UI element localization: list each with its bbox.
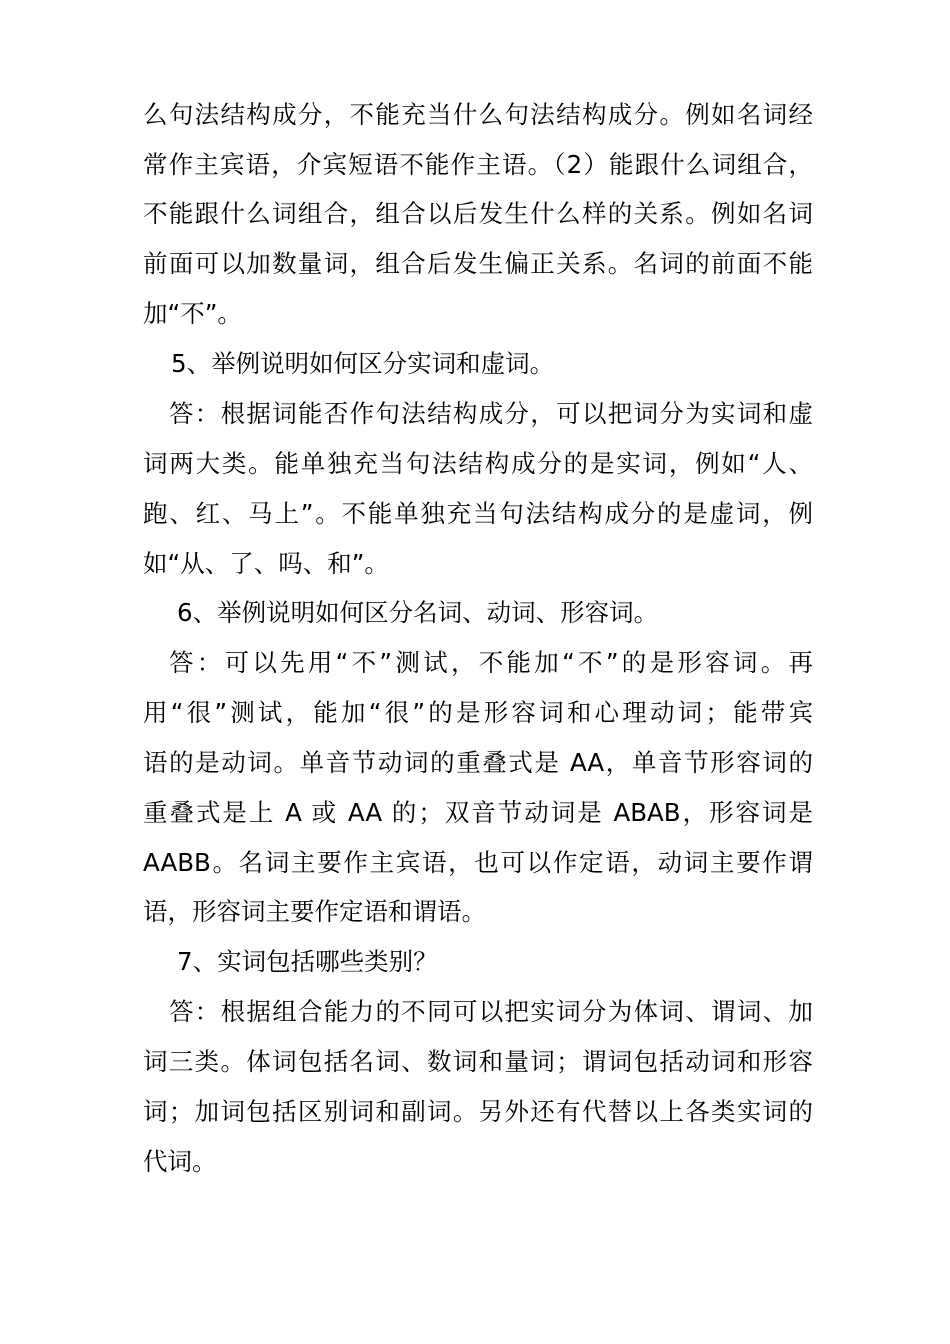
answer-6-line-3: 语的是动词。单音节动词的重叠式是 AA，单音节形容词的 bbox=[143, 748, 813, 777]
answer-5-line-2: 词两大类。能单独充当句法结构成分的是实词，例如“人、 bbox=[143, 449, 813, 478]
answer-7-line-4: 代词。 bbox=[143, 1147, 217, 1176]
answer-7-line-2: 词三类。体词包括名词、数词和量词；谓词包括动词和形容 bbox=[143, 1047, 813, 1076]
answer-7-line-3: 词；加词包括区别词和副词。另外还有代替以上各类实词的 bbox=[143, 1097, 813, 1126]
answer-5-line-1: 答：根据词能否作句法结构成分，可以把词分为实词和虚 bbox=[169, 399, 813, 428]
question-6-heading: 6、举例说明如何区分名词、动词、形容词。 bbox=[177, 598, 659, 627]
text-line-5: 加“不”。 bbox=[143, 299, 242, 328]
answer-5-line-3: 跑、红、马上”。不能单独充当句法结构成分的是虚词，例 bbox=[143, 499, 813, 528]
text-line-1: 么句法结构成分，不能充当什么句法结构成分。例如名词经 bbox=[143, 100, 813, 129]
answer-6-line-5: AABB。名词主要作主宾语，也可以作定语，动词主要作谓 bbox=[143, 848, 813, 877]
answer-5-line-4: 如“从、了、吗、和”。 bbox=[143, 549, 389, 578]
answer-6-line-1: 答：可以先用“不”测试，不能加“不”的是形容词。再 bbox=[169, 648, 813, 677]
answer-6-line-4: 重叠式是上 A 或 AA 的；双音节动词是 ABAB，形容词是 bbox=[143, 798, 813, 827]
answer-7-line-1: 答：根据组合能力的不同可以把实词分为体词、谓词、加 bbox=[169, 997, 813, 1026]
question-7-heading: 7、实词包括哪些类别？ bbox=[177, 947, 438, 976]
text-line-4: 前面可以加数量词，组合后发生偏正关系。名词的前面不能 bbox=[143, 249, 813, 278]
text-line-2: 常作主宾语，介宾短语不能作主语。（2）能跟什么词组合， bbox=[143, 150, 813, 179]
question-5-heading: 5、举例说明如何区分实词和虚词。 bbox=[171, 349, 555, 378]
answer-6-line-6: 语，形容词主要作定语和谓语。 bbox=[143, 897, 486, 926]
answer-6-line-2: 用“很”测试，能加“很”的是形容词和心理动词；能带宾 bbox=[143, 698, 813, 727]
text-line-3: 不能跟什么词组合，组合以后发生什么样的关系。例如名词 bbox=[143, 199, 813, 228]
